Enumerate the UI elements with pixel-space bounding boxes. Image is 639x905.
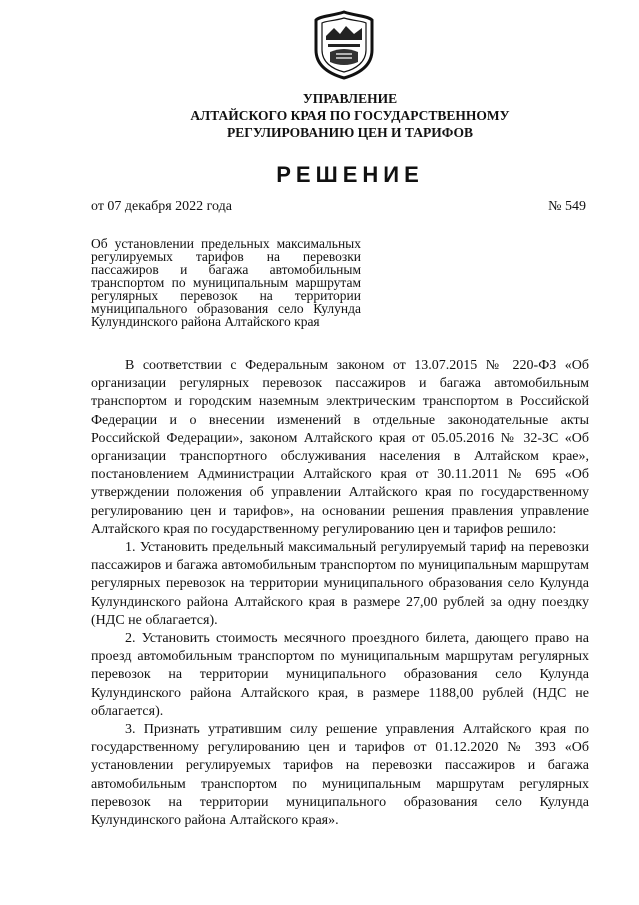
document-subject: Об установлении предельных максимальных регулируемых тарифов на перевозки пассажиров и багажа автомобильным транспортом по муниципальным маршрутам регулярных перевозок на территории муниципального образования село Кулунда Кулундинского района Алтайского края [91, 236, 361, 329]
document-number: № 549 [548, 199, 586, 214]
preamble-paragraph: В соответствии с Федеральным законом от 13.07.2015 № 220-ФЗ «Об организации регулярных перевозок пассажиров и багажа автомобильным транспортом и городским наземным электрическим транспортом в Российской Федерации и о внесении изменений в отдельные законодательные акты Российской Федерации», законом Алтайского края от 05.05.2016 № 32-ЗС «Об организации транспортного обслуживания населения в Алтайском крае», постановлением Администрации Алтайского края от 30.11.2011 № 695 «Об утверждении положения об управлении Алтайского края по государственному регулированию цен и тарифов», на основании решения правления управление Алтайского края по государственному регулированию цен и тарифов решило: [91, 358, 589, 537]
authority-line-1: УПРАВЛЕНИЕ [302, 91, 398, 106]
document-type-title: РЕШЕНИЕ [276, 162, 424, 187]
item-3-paragraph: 3. Признать утратившим силу решение управления Алтайского края по государственному регулированию цен и тарифов от 01.12.2020 № 393 «Об установлении регулируемых тарифов на перевозки пассажиров и багажа автомобильным транспортом по муниципальным маршрутам регулярных перевозок на территории муниципального образования село Кулунда Кулундинского района Алтайского края». [91, 722, 589, 829]
authority-line-3: РЕГУЛИРОВАНИЮ ЦЕН И ТАРИФОВ [226, 125, 474, 140]
coat-of-arms-emblem [312, 10, 376, 80]
document-date: от 07 декабря 2022 года [91, 199, 232, 214]
document-body [91, 357, 589, 830]
item-1-paragraph: 1. Установить предельный максимальный регулируемый тариф на перевозки пассажиров и багажа автомобильным транспортом по муниципальным маршрутам регулярных перевозок на территории муниципального образования село Кулунда Кулундинского района Алтайского края в размере 27,00 рублей за одну поездку (НДС не облагается). [91, 540, 589, 628]
authority-line-2: АЛТАЙСКОГО КРАЯ ПО ГОСУДАРСТВЕННОМУ [190, 108, 510, 123]
issuing-authority [80, 90, 620, 141]
item-2-paragraph: 2. Установить стоимость месячного проездного билета, дающего право на проезд автомобильным транспортом по муниципальным маршрутам регулярных перевозок на территории муниципального образования село Кулунда Кулундинского района Алтайского края, в размере 1188,00 рублей (НДС не облагается). [91, 631, 589, 719]
